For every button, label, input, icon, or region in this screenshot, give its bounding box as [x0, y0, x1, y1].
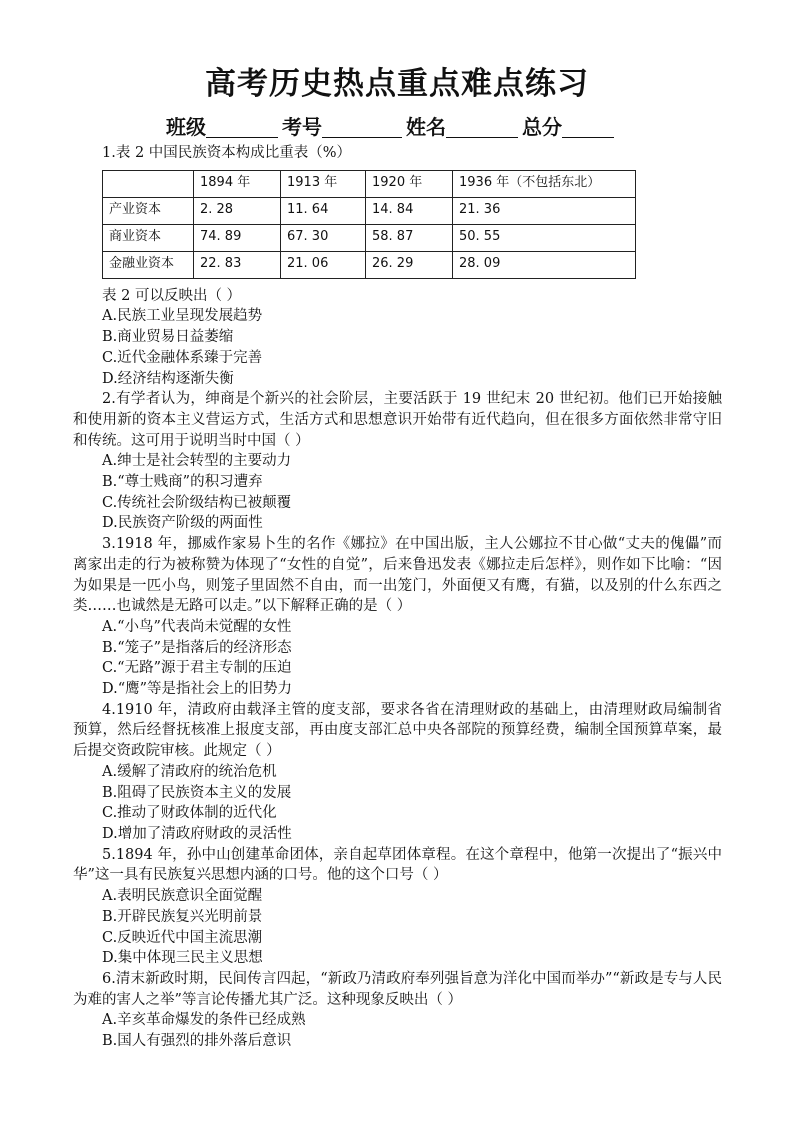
table-caption: 1.表 2 中国民族资本构成比重表（%） — [102, 145, 352, 161]
table-cell: 22. 83 — [194, 251, 281, 278]
table-cell: 67. 30 — [281, 224, 366, 251]
question-4-option-c: C.推动了财政体制的近代化 — [102, 805, 277, 822]
question-4-option-d: D.增加了清政府财政的灵活性 — [102, 825, 292, 842]
table-cell: 14. 84 — [366, 197, 453, 224]
question-3-stem: 3.1918 年，挪威作家易卜生的名作《娜拉》在中国出版，主人公娜拉不甘心做“丈夫的傀儡”而离家出走的行为被称赞为体现了“女性的自觉”，后来鲁迅发表《娜拉走后怎样》，则作如下比喻：“因为如果是一匹小鸟，则笼子里固然不自由，而一出笼门，外面便又有鹰，有猫，以及别的什么东西之类……也诚然是无路可以走。”以下解释正确的是（ ） — [73, 536, 722, 615]
question-3-option-b: B.“笼子”是指落后的经济形态 — [102, 639, 292, 656]
table-cell: 21. 36 — [453, 197, 636, 224]
table-row — [103, 251, 636, 278]
question-2-stem: 2.有学者认为，绅商是个新兴的社会阶层，主要活跃于 19 世纪末 20 世纪初。他们已开始接触和使用新的资本主义营运方式，生活方式和思想意识开始带有近代趋向，但在很多方面依然非常守旧和传统。这可用于说明当时中国（ ） — [73, 391, 722, 449]
question-2-option-a: A.绅士是社会转型的主要动力 — [102, 453, 292, 470]
table-cell: 商业资本 — [103, 224, 194, 251]
field-score-label: 总分 — [522, 115, 562, 139]
question-4-option-b: B.阻碍了民族资本主义的发展 — [102, 784, 292, 801]
question-3-option-a: A.“小鸟”代表尚未觉醒的女性 — [102, 618, 292, 635]
table-cell: 50. 55 — [453, 224, 636, 251]
student-info-line — [166, 111, 618, 140]
question-6-option-a: A.辛亥革命爆发的条件已经成熟 — [102, 1012, 306, 1029]
table-header-cell: 1913 年 — [281, 170, 366, 197]
field-id-blank — [322, 117, 402, 138]
field-score-blank — [562, 117, 614, 138]
question-5-option-b: B.开辟民族复兴光明前景 — [102, 908, 263, 925]
question-5-stem: 5.1894 年，孙中山创建革命团体，亲自起草团体章程。在这个章程中，他第一次提出了“振兴中华”这一具有民族复兴思想内涵的口号。他的这个口号（ ） — [73, 846, 722, 884]
table-cell: 58. 87 — [366, 224, 453, 251]
question-6-option-b: B.国人有强烈的排外落后意识 — [102, 1033, 292, 1050]
field-id-label: 考号 — [282, 115, 322, 139]
field-class-label: 班级 — [166, 115, 206, 139]
question-5-option-c: C.反映近代中国主流思潮 — [102, 929, 263, 946]
page-title: 高考历史热点重点难点练习 — [205, 66, 589, 102]
question-1-option-c: C.近代金融体系臻于完善 — [102, 349, 263, 366]
capital-composition-table — [102, 170, 636, 279]
table-cell: 2. 28 — [194, 197, 281, 224]
question-5-option-d: D.集中体现三民主义思想 — [102, 950, 263, 967]
field-class-blank — [206, 117, 278, 138]
question-4-stem: 4.1910 年，清政府由载泽主管的度支部，要求各省在清理财政的基础上，由清理财政局编制省预算，然后经督抚核准上报度支部，再由度支部汇总中央各部院的预算经费，编制全国预算草案，最后提交资政院审核。此规定（ ） — [73, 701, 722, 760]
table-header-cell — [103, 170, 194, 197]
field-name-blank — [446, 117, 518, 138]
table-cell: 11. 64 — [281, 197, 366, 224]
table-header-row — [103, 170, 636, 197]
table-cell: 金融业资本 — [103, 251, 194, 278]
question-3-option-d: D.“鹰”等是指社会上的旧势力 — [102, 681, 293, 698]
table-header-cell: 1920 年 — [366, 170, 453, 197]
table-row — [103, 197, 636, 224]
question-4-option-a: A.缓解了清政府的统治危机 — [102, 763, 277, 780]
table-cell: 产业资本 — [103, 197, 194, 224]
table-cell: 28. 09 — [453, 251, 636, 278]
question-6-stem: 6.清末新政时期，民间传言四起，“新政乃清政府奉列强旨意为洋化中国而举办”“新政是专与人民为难的害人之举”等言论传播尤其广泛。这种现象反映出（ ） — [73, 970, 722, 1008]
table-row — [103, 224, 636, 251]
question-2-option-d: D.民族资产阶级的两面性 — [102, 515, 263, 532]
question-2-option-b: B.“尊士贱商”的积习遭弃 — [102, 474, 263, 491]
field-name-label: 姓名 — [406, 115, 446, 139]
table-cell: 74. 89 — [194, 224, 281, 251]
question-1-option-b: B.商业贸易日益萎缩 — [102, 329, 234, 346]
question-3-option-c: C.“无路”源于君主专制的压迫 — [102, 660, 292, 677]
question-1-option-d: D.经济结构逐渐失衡 — [102, 370, 234, 387]
table-cell: 21. 06 — [281, 251, 366, 278]
table-header-cell: 1894 年 — [194, 170, 281, 197]
table-header-cell: 1936 年（不包括东北） — [453, 170, 636, 197]
question-1-stem: 表 2 可以反映出（ ） — [102, 287, 242, 304]
table-cell: 26. 29 — [366, 251, 453, 278]
question-5-option-a: A.表明民族意识全面觉醒 — [102, 888, 263, 905]
question-1-option-a: A.民族工业呈现发展趋势 — [102, 308, 263, 325]
question-2-option-c: C.传统社会阶级结构已被颠覆 — [102, 494, 292, 511]
questions — [73, 143, 722, 1052]
